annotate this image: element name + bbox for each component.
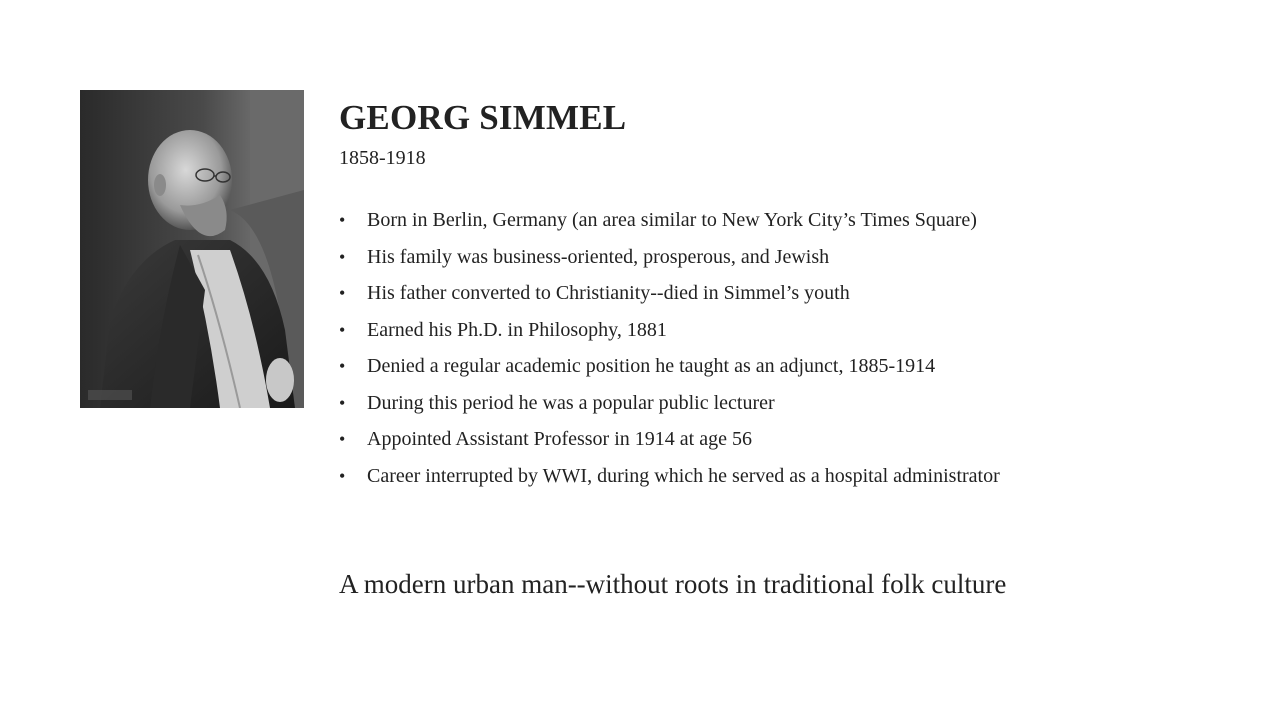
list-item-text: During this period he was a popular public lecturer — [367, 391, 775, 414]
bullet-icon: • — [339, 356, 346, 376]
list-item — [339, 239, 1219, 276]
list-item-text: Denied a regular academic position he taught as an adjunct, 1885-1914 — [367, 355, 936, 377]
bullet-icon: • — [339, 392, 346, 413]
list-item-text: His father converted to Christianity--died in Simmel’s youth — [367, 282, 850, 304]
list-item-text: His family was business-oriented, prosperous, and Jewish — [367, 245, 830, 268]
list-item-text: Appointed Assistant Professor in 1914 at age 56 — [367, 428, 752, 450]
list-item-text: Born in Berlin, Germany (an area similar to New York City’s Times Square) — [367, 209, 977, 231]
list-item — [339, 421, 1219, 458]
bullet-list — [339, 202, 1219, 494]
list-item — [339, 202, 1219, 239]
list-item — [339, 458, 1107, 495]
bullet-icon: • — [339, 465, 346, 486]
list-item-text: Career interrupted by WWI, during which he served as a hospital administrator — [367, 464, 1000, 487]
list-item — [339, 312, 1219, 349]
bullet-icon: • — [339, 210, 346, 230]
bullet-icon: • — [339, 429, 346, 449]
list-item — [339, 385, 1219, 422]
list-item — [339, 348, 1219, 385]
list-item-text: Earned his Ph.D. in Philosophy, 1881 — [367, 318, 667, 341]
bullet-icon: • — [339, 246, 346, 267]
bullet-icon: • — [339, 319, 346, 340]
portrait-photo — [80, 90, 304, 408]
list-item — [339, 275, 1219, 312]
bullet-icon: • — [339, 283, 346, 303]
tagline: A modern urban man--without roots in traditional folk culture — [339, 569, 1007, 599]
page-title: GEORG SIMMEL — [339, 98, 627, 137]
life-years: 1858-1918 — [339, 147, 426, 169]
